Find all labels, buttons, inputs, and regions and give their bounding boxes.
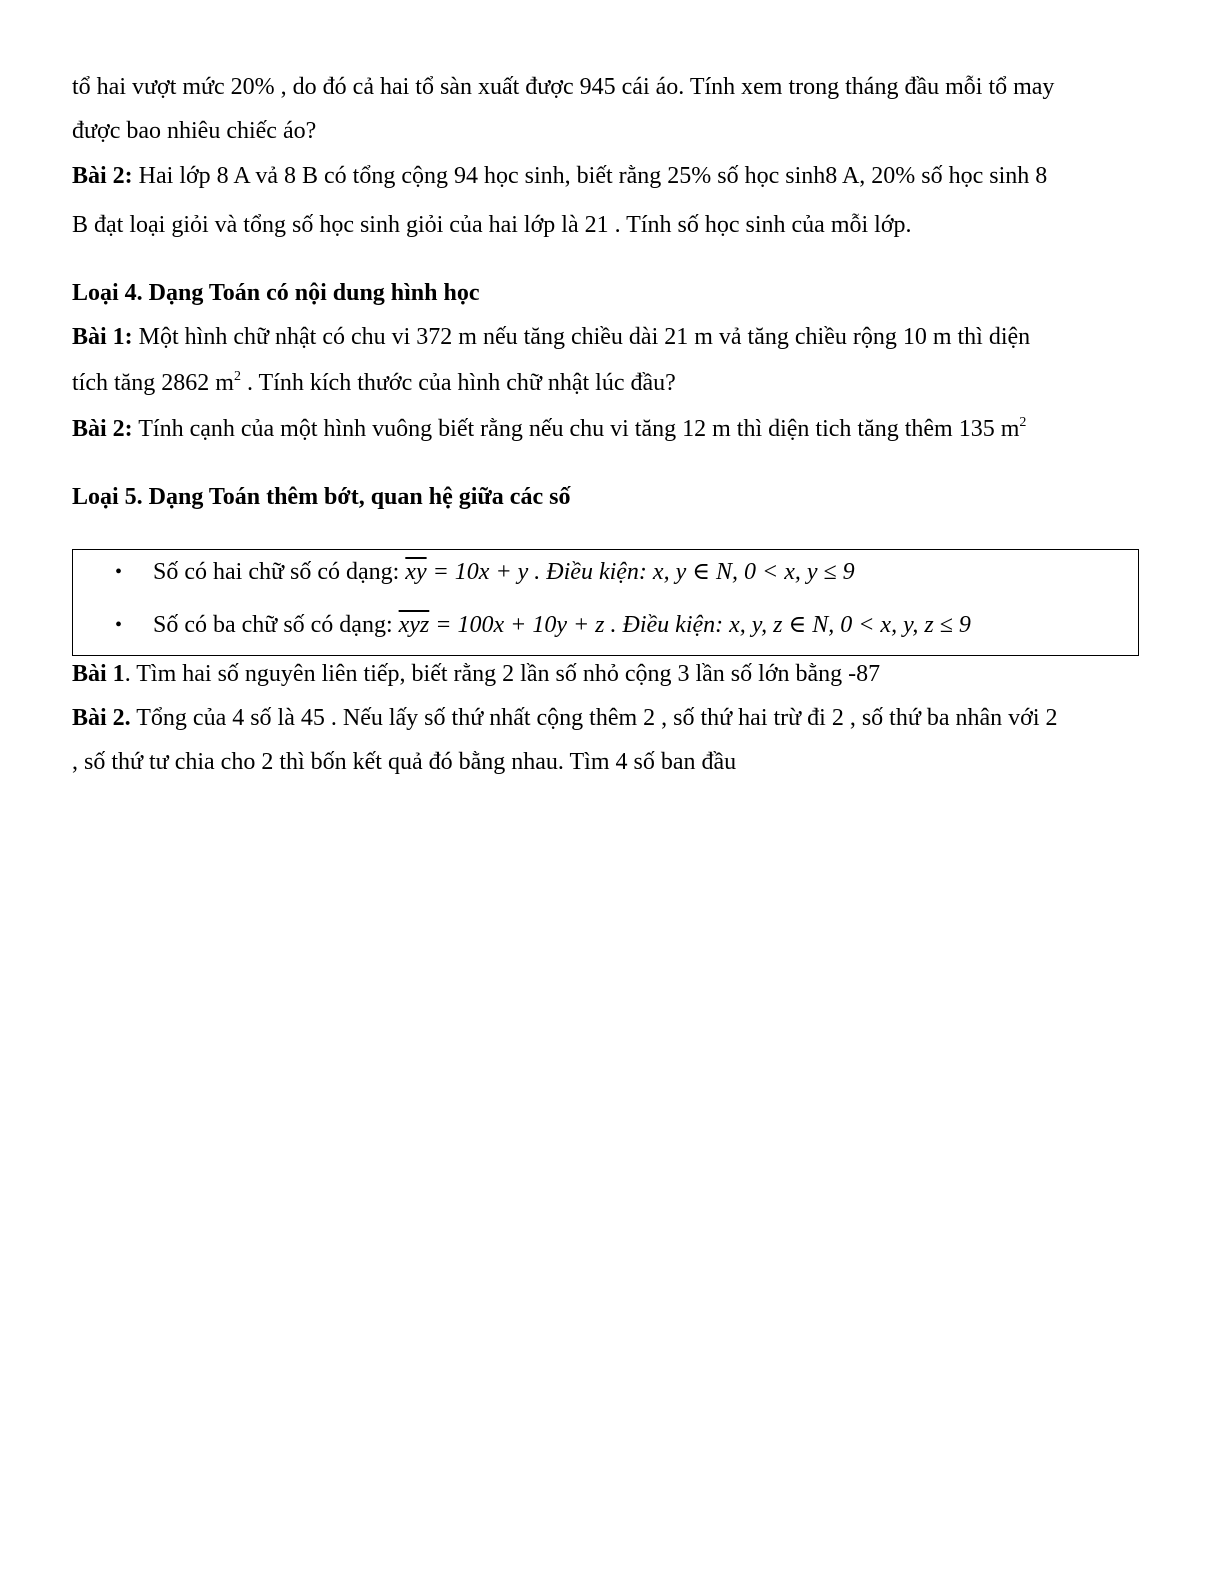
- paragraph-line: [72, 72, 1054, 102]
- text: Số có ba chữ số có dạng:: [153, 612, 399, 638]
- text: Số có hai chữ số có dạng:: [153, 559, 406, 585]
- text: Tổng của 4 số là 45 . Nếu lấy số thứ nhất cộng thêm 2 , số thứ hai trừ đi 2 , số thứ ba nhân với 2: [130, 705, 1058, 731]
- formula-row: [153, 610, 971, 640]
- problem-label: Bài 2.: [72, 705, 131, 731]
- overline-number: $\overline{xy}$: [405, 559, 427, 585]
- superscript: 2: [1019, 415, 1027, 430]
- problem-label: Bài 1:: [72, 324, 133, 350]
- section-heading: [72, 278, 480, 308]
- problem-line: [72, 322, 1030, 352]
- formula: = 100x + 10y + z . Điều kiện:: [429, 612, 730, 638]
- heading-text: Loại 4. Dạng Toán có nội dung hình học: [72, 280, 480, 306]
- bullet-icon: •: [115, 614, 123, 636]
- text: Tính cạnh của một hình vuông biết rằng nếu chu vi tăng 12 m thì diện tich tăng thêm 135 m: [132, 416, 1020, 442]
- overline-number: $\overline{xyz}$: [398, 612, 430, 638]
- paragraph-line: [72, 368, 676, 398]
- problem-line: [72, 414, 1026, 444]
- text: B đạt loại giỏi và tổng số học sinh giỏi của hai lớp là 21 . Tính số học sinh của mỗi lớp.: [72, 212, 912, 238]
- problem-line: [72, 703, 1058, 733]
- text: . Tìm hai số nguyên liên tiếp, biết rằng 2 lần số nhỏ cộng 3 lần số lớn bằng -87: [124, 661, 881, 687]
- formula: = 10x + y . Điều kiện:: [426, 559, 653, 585]
- paragraph-line: [72, 747, 736, 777]
- problem-label: Bài 2:: [72, 416, 133, 442]
- heading-text: Loại 5. Dạng Toán thêm bớt, quan hệ giữa các số: [72, 484, 571, 510]
- text: . Tính kích thước của hình chữ nhật lúc đầu?: [240, 370, 676, 396]
- condition: x, y, z ∈ N, 0 < x, y, z ≤ 9: [729, 612, 971, 638]
- problem-label: Bài 2:: [72, 163, 133, 189]
- superscript: 2: [233, 369, 241, 384]
- problem-line: [72, 659, 880, 689]
- text: tích tăng 2862 m: [72, 370, 234, 396]
- paragraph-line: [72, 116, 316, 146]
- text: , số thứ tư chia cho 2 thì bốn kết quả đó bằng nhau. Tìm 4 số ban đầu: [72, 749, 737, 775]
- condition: x, y ∈ N, 0 < x, y ≤ 9: [652, 559, 855, 585]
- text: Một hình chữ nhật có chu vi 372 m nếu tăng chiều dài 21 m vả tăng chiều rộng 10 m thì diện: [132, 324, 1031, 350]
- text: tổ hai vượt mức 20% , do đó cả hai tổ sàn xuất được 945 cái áo. Tính xem trong tháng đầu mỗi tổ may: [72, 74, 1055, 100]
- section-heading: [72, 482, 570, 512]
- text: được bao nhiêu chiếc áo?: [72, 118, 317, 144]
- bullet-icon: •: [115, 561, 123, 583]
- problem-line: [72, 161, 1047, 191]
- formula-row: [153, 557, 855, 587]
- paragraph-line: [72, 210, 912, 240]
- text: Hai lớp 8 A vả 8 B có tổng cộng 94 học sinh, biết rằng 25% số học sinh8 A, 20% số học sinh 8: [132, 163, 1048, 189]
- problem-label: Bài 1: [72, 661, 125, 687]
